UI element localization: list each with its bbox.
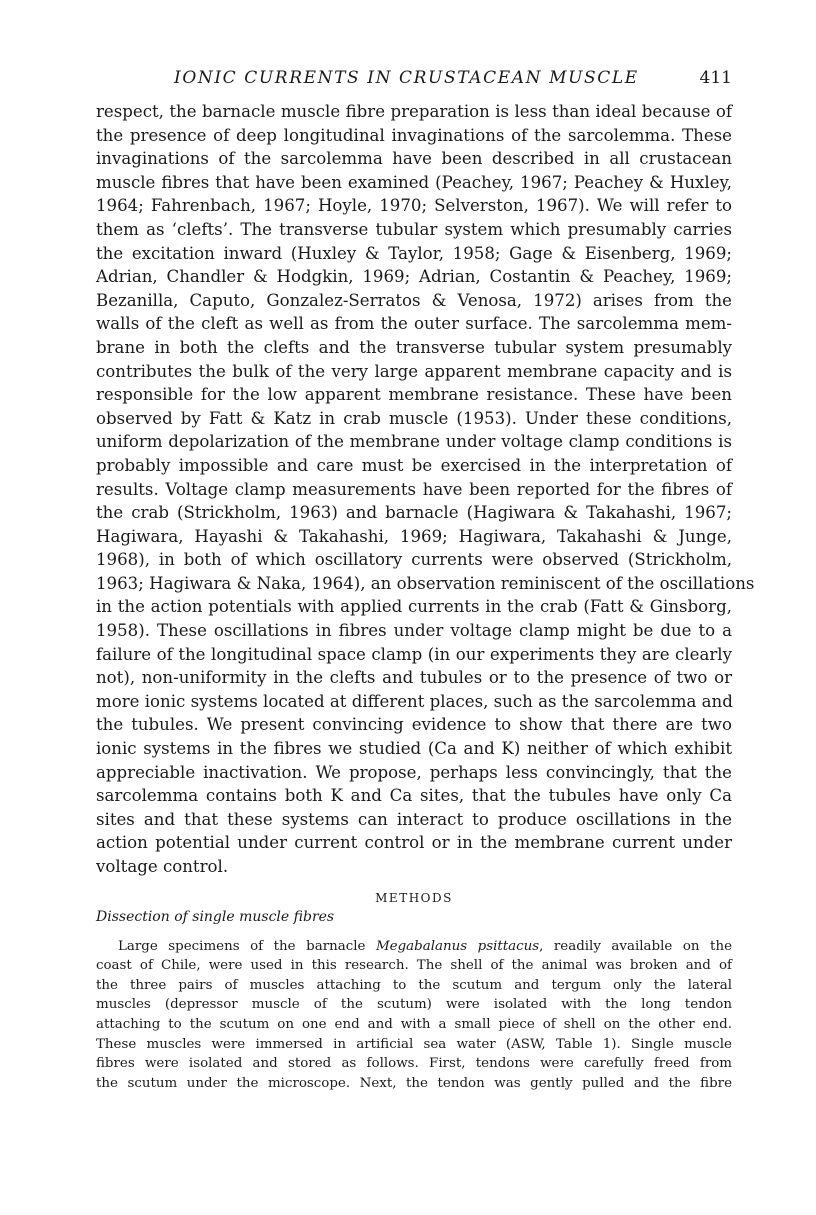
text-line: contributes the bulk of the very large apparent membrane capacity and is [96, 361, 732, 381]
text-line: the presence of deep longitudinal invaginations of the sarcolemma. These [96, 125, 732, 145]
methods-text-line: coast of Chile, were used in this research. The shell of the animal was broken and of [96, 958, 732, 974]
text-line: 1964; Fahrenbach, 1967; Hoyle, 1970; Selverston, 1967). We will refer to [96, 196, 732, 216]
text-line: brane in both the clefts and the transverse tubular system presumably [96, 337, 732, 357]
subsection-heading: Dissection of single muscle fibres [96, 908, 335, 925]
text-line: them as ‘clefts’. The transverse tubular system which presumably carries [96, 219, 732, 239]
introduction-paragraph [96, 100, 755, 879]
text-line: 1958). These oscillations in fibres under voltage clamp might be due to a [96, 621, 732, 641]
methods-text-line: attaching to the scutum on one end and with a small piece of shell on the other end. [96, 1016, 732, 1032]
text-line: Adrian, Chandler & Hodgkin, 1969; Adrian, Costantin & Peachey, 1969; [96, 267, 732, 287]
text-line: appreciable inactivation. We propose, perhaps less convincingly, that the [96, 762, 732, 782]
text-line: sites and that these systems can interact to produce oscillations in the [96, 809, 732, 829]
text-line: respect, the barnacle muscle fibre preparation is less than ideal because of [96, 102, 732, 121]
text-line: probably impossible and care must be exercised in the interpretation of [96, 455, 732, 475]
running-title: IONIC CURRENTS IN CRUSTACEAN MUSCLE [174, 68, 639, 88]
text-line: sarcolemma contains both K and Ca sites, that the tubules have only Ca [96, 786, 732, 806]
page-number: 411 [699, 68, 732, 88]
text-line: 1968), in both of which oscillatory currents were observed (Strickholm, [96, 550, 732, 570]
text-line: the crab (Strickholm, 1963) and barnacle (Hagiwara & Takahashi, 1967; [96, 503, 732, 523]
text-line: failure of the longitudinal space clamp (in our experiments they are clearly [96, 644, 732, 664]
methods-paragraph [96, 937, 732, 1094]
methods-text-line: the three pairs of muscles attaching to the scutum and tergum only the lateral [96, 977, 732, 993]
text-line: Bezanilla, Caputo, Gonzalez-Serratos & Venosa, 1972) arises from the [96, 290, 732, 310]
text-line: 1963; Hagiwara & Naka, 1964), an observation reminiscent of the oscillations [96, 573, 755, 593]
text-line: action potential under current control or in the membrane current under [96, 833, 732, 853]
text-line: voltage control. [96, 857, 229, 876]
species-name: Megabalanus psittacus [375, 938, 540, 954]
journal-page [96, 64, 755, 1093]
running-head [96, 64, 732, 94]
text-line: results. Voltage clamp measurements have been reported for the fibres of [96, 479, 732, 499]
methods-text-line: the scutum under the microscope. Next, the tendon was gently pulled and the fibre [96, 1075, 732, 1091]
methods-text-line: These muscles were immersed in artificial sea water (ASW, Table 1). Single muscle [96, 1036, 732, 1052]
text-line: ionic systems in the fibres we studied (Ca and K) neither of which exhibit [96, 739, 732, 759]
text-line: not), non-uniformity in the clefts and tubules or to the presence of two or [96, 668, 732, 688]
section-heading-methods: METHODS [375, 890, 453, 905]
text-line: the tubules. We present convincing evidence to show that there are two [96, 715, 732, 735]
text-line: responsible for the low apparent membrane resistance. These have been [96, 385, 732, 405]
text-line: walls of the cleft as well as from the outer surface. The sarcolemma mem- [96, 314, 732, 334]
text-line: uniform depolarization of the membrane under voltage clamp conditions is [96, 432, 732, 452]
text-line: the excitation inward (Huxley & Taylor, 1958; Gage & Eisenberg, 1969; [96, 243, 732, 263]
methods-text-line: Large specimens of the barnacle Megabalanus psittacus, readily available on the [118, 938, 732, 954]
text-line: observed by Fatt & Katz in crab muscle (1953). Under these conditions, [96, 408, 732, 428]
text-line: muscle fibres that have been examined (Peachey, 1967; Peachey & Huxley, [96, 172, 732, 192]
text-line: Hagiwara, Hayashi & Takahashi, 1969; Hagiwara, Takahashi & Junge, [96, 526, 732, 546]
text-line: in the action potentials with applied currents in the crab (Fatt & Ginsborg, [96, 597, 732, 617]
methods-text-line: fibres were isolated and stored as follows. First, tendons were carefully freed from [96, 1056, 732, 1072]
text-line: invaginations of the sarcolemma have been described in all crustacean [96, 149, 732, 169]
text-line: more ionic systems located at different places, such as the sarcolemma and [96, 691, 733, 711]
methods-text-line: muscles (depressor muscle of the scutum) were isolated with the long tendon [96, 997, 732, 1013]
